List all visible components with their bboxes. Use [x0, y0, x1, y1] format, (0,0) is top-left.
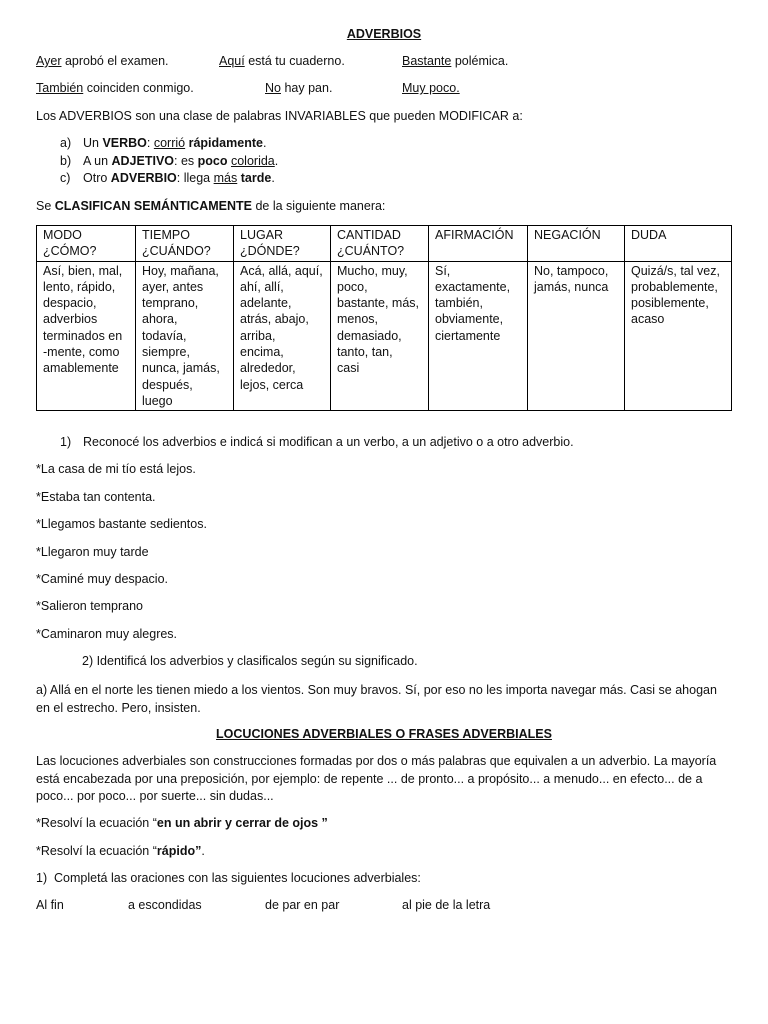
cell-line: lejos, cerca — [240, 377, 304, 392]
cell-line: obviamente, — [435, 312, 504, 327]
cell-cantidad — [331, 261, 429, 411]
list-word: más — [213, 171, 238, 185]
cell-line: Hoy, mañana, — [142, 263, 219, 278]
example-rest: aprobó el examen. — [61, 54, 169, 68]
header-lugar — [234, 226, 331, 262]
example-2 — [219, 54, 345, 68]
sentence-item: *Caminaron muy alegres. — [36, 627, 178, 641]
cell-line: despacio, — [43, 296, 97, 311]
locucion-option: de par en par — [265, 898, 340, 912]
header-negacion — [528, 226, 625, 262]
exercise-number: 1) — [36, 871, 48, 885]
cell-modo — [37, 261, 136, 411]
list-item-c — [60, 171, 275, 185]
cell-line: tanto, tan, — [337, 345, 393, 360]
list-marker: a) — [60, 136, 72, 150]
example-adverb: No — [265, 81, 281, 95]
header-line: LUGAR — [240, 228, 284, 242]
list-item-b — [60, 154, 278, 168]
header-duda — [625, 226, 732, 262]
cell-line: nunca, jamás, — [142, 361, 220, 376]
cell-line: siempre, — [142, 345, 190, 360]
cell-line: lento, rápido, — [43, 279, 116, 294]
resolvi-example-2 — [36, 844, 205, 858]
header-line: TIEMPO — [142, 228, 190, 242]
cell-line: acaso — [631, 312, 665, 327]
resolvi-pre: *Resolví la ecuación “ — [36, 816, 157, 830]
classify-sentence — [36, 199, 385, 213]
cell-line: adverbios — [43, 312, 98, 327]
resolvi-bold: rápido” — [156, 844, 202, 858]
resolvi-post: . — [201, 844, 205, 858]
exercise-2: 2) Identificá los adverbios y clasificalos según su significado. — [82, 654, 418, 668]
cell-line: terminados en — [43, 328, 123, 343]
locuciones-title: LOCUCIONES ADVERBIALES O FRASES ADVERBIALES — [216, 727, 552, 741]
list-item-a — [60, 136, 266, 150]
cell-line: posiblemente, — [631, 296, 709, 311]
cell-line: amablemente — [43, 361, 119, 376]
cell-line: -mente, como — [43, 345, 120, 360]
example-rest: está tu cuaderno. — [244, 54, 345, 68]
cell-line: ahora, — [142, 312, 178, 327]
header-tiempo — [136, 226, 234, 262]
example-rest: polémica. — [451, 54, 509, 68]
example-1 — [36, 54, 169, 68]
example-6 — [402, 81, 460, 95]
page-title: ADVERBIOS — [346, 27, 422, 41]
table-row — [37, 261, 732, 411]
example-4 — [36, 81, 194, 95]
cell-line: Acá, allá, aquí, — [240, 263, 323, 278]
table-header-row — [37, 226, 732, 262]
cell-line: menos, — [337, 312, 378, 327]
list-adverb: poco — [197, 154, 228, 168]
exercise-number: 1) — [60, 435, 72, 449]
cell-line: todavía, — [142, 328, 187, 343]
list-adverb: rápidamente — [188, 136, 263, 150]
list-word: corrió — [153, 136, 186, 150]
list-adverb: tarde — [240, 171, 272, 185]
header-modo — [37, 226, 136, 262]
example-adverb: También — [36, 81, 84, 95]
cell-line: ayer, antes — [142, 279, 204, 294]
cell-line: alrededor, — [240, 361, 296, 376]
cell-line: adelante, — [240, 296, 292, 311]
cell-line: encima, — [240, 345, 284, 360]
header-line: NEGACIÓN — [534, 228, 601, 242]
header-line: DUDA — [631, 228, 667, 242]
classification-table — [36, 225, 732, 411]
cell-line: temprano, — [142, 296, 199, 311]
exercise-1 — [60, 435, 574, 449]
sentence-item: *Salieron temprano — [36, 599, 144, 613]
cell-line: poco, — [337, 279, 368, 294]
list-text: . — [271, 171, 275, 185]
header-line: ¿CUÁNTO? — [337, 244, 405, 259]
cell-line: demasiado, — [337, 328, 402, 343]
cell-line: No, tampoco, — [534, 263, 609, 278]
cell-tiempo — [136, 261, 234, 411]
cell-line: Sí, — [435, 263, 451, 278]
sentence-item: *Llegamos bastante sedientos. — [36, 517, 207, 531]
resolvi-bold: en un abrir y cerrar de ojos ” — [156, 816, 328, 830]
list-kind: ADJETIVO — [111, 154, 175, 168]
locuciones-definition: Las locuciones adverbiales son construcciones formadas por dos o más palabras que equivalen a un adverbio. La mayoría está encabezada por una preposición, por ejemplo: de repente ... de pronto... a propósito... a menudo... en efecto... de a poco... por poco... por suerte... sin dudas... — [36, 754, 717, 803]
list-text: . — [274, 154, 279, 168]
header-cantidad — [331, 226, 429, 262]
example-adverb: Muy poco. — [402, 81, 460, 95]
example-rest: hay pan. — [280, 81, 333, 95]
sentence-item: *Caminé muy despacio. — [36, 572, 169, 586]
exercise-text: Completá las oraciones con las siguientes locuciones adverbiales: — [54, 871, 421, 885]
list-marker: b) — [60, 154, 72, 168]
list-text: . — [262, 136, 267, 150]
cell-negacion — [528, 261, 625, 411]
list-text: : llega — [176, 171, 214, 185]
cell-line: ciertamente — [435, 328, 501, 343]
cell-line: también, — [435, 296, 483, 311]
cell-line: bastante, más, — [337, 296, 419, 311]
locucion-option: Al fin — [36, 898, 64, 912]
example-3 — [402, 54, 508, 68]
header-line: CANTIDAD — [337, 228, 401, 242]
cell-line: ahí, allí, — [240, 279, 284, 294]
example-adverb: Aquí — [219, 54, 245, 68]
locucion-option: al pie de la letra — [402, 898, 491, 912]
list-text: : es — [174, 154, 198, 168]
list-text: Otro — [83, 171, 111, 185]
header-line: AFIRMACIÓN — [435, 228, 514, 242]
cell-line: jamás, nunca — [534, 279, 609, 294]
example-adverb: Ayer — [36, 54, 62, 68]
intro-text: Los ADVERBIOS son una clase de palabras INVARIABLES que pueden MODIFICAR a: — [36, 109, 523, 123]
example-5 — [265, 81, 332, 95]
locucion-option: a escondidas — [128, 898, 202, 912]
list-kind: ADVERBIO — [110, 171, 177, 185]
sentence-item: *Llegaron muy tarde — [36, 545, 149, 559]
cell-line: luego — [142, 393, 173, 408]
cell-afirmacion — [429, 261, 528, 411]
list-text: : — [146, 136, 154, 150]
list-text: A un — [83, 154, 112, 168]
list-text: Un — [83, 136, 103, 150]
sentence-item: *La casa de mi tío está lejos. — [36, 462, 196, 476]
header-line: MODO — [43, 228, 82, 242]
header-afirmacion — [429, 226, 528, 262]
cell-line: Así, bien, mal, — [43, 263, 123, 278]
cell-line: casi — [337, 361, 360, 376]
cell-line: probablemente, — [631, 279, 718, 294]
classify-pre: Se — [36, 199, 55, 213]
header-line: ¿DÓNDE? — [240, 244, 300, 259]
list-marker: c) — [60, 171, 71, 185]
list-kind: VERBO — [102, 136, 147, 150]
cell-line: arriba, — [240, 328, 276, 343]
paragraph-a: a) Allá en el norte les tienen miedo a los vientos. Son muy bravos. Sí, por eso no les importa navegar más. Casi se ahogan en el estrecho. Pero, insisten. — [36, 683, 717, 715]
classify-post: de la siguiente manera: — [251, 199, 386, 213]
exercise-3 — [36, 871, 421, 885]
cell-line: después, — [142, 377, 193, 392]
cell-line: Quizá/s, tal vez, — [631, 263, 720, 278]
header-line: ¿CUÁNDO? — [142, 244, 211, 259]
cell-line: exactamente, — [435, 279, 511, 294]
exercise-text: Reconocé los adverbios e indicá si modifican a un verbo, a un adjetivo o a otro adverbio. — [83, 435, 574, 449]
resolvi-example-1 — [36, 816, 328, 830]
example-adverb: Bastante — [402, 54, 452, 68]
list-word: colorida — [230, 154, 275, 168]
cell-lugar — [234, 261, 331, 411]
cell-line: Mucho, muy, — [337, 263, 408, 278]
cell-duda — [625, 261, 732, 411]
classify-bold: CLASIFICAN SEMÁNTICAMENTE — [54, 199, 252, 213]
header-line: ¿CÓMO? — [43, 244, 97, 259]
resolvi-pre: *Resolví la ecuación “ — [36, 844, 157, 858]
cell-line: atrás, abajo, — [240, 312, 309, 327]
example-rest: coinciden conmigo. — [83, 81, 194, 95]
sentence-item: *Estaba tan contenta. — [36, 490, 156, 504]
